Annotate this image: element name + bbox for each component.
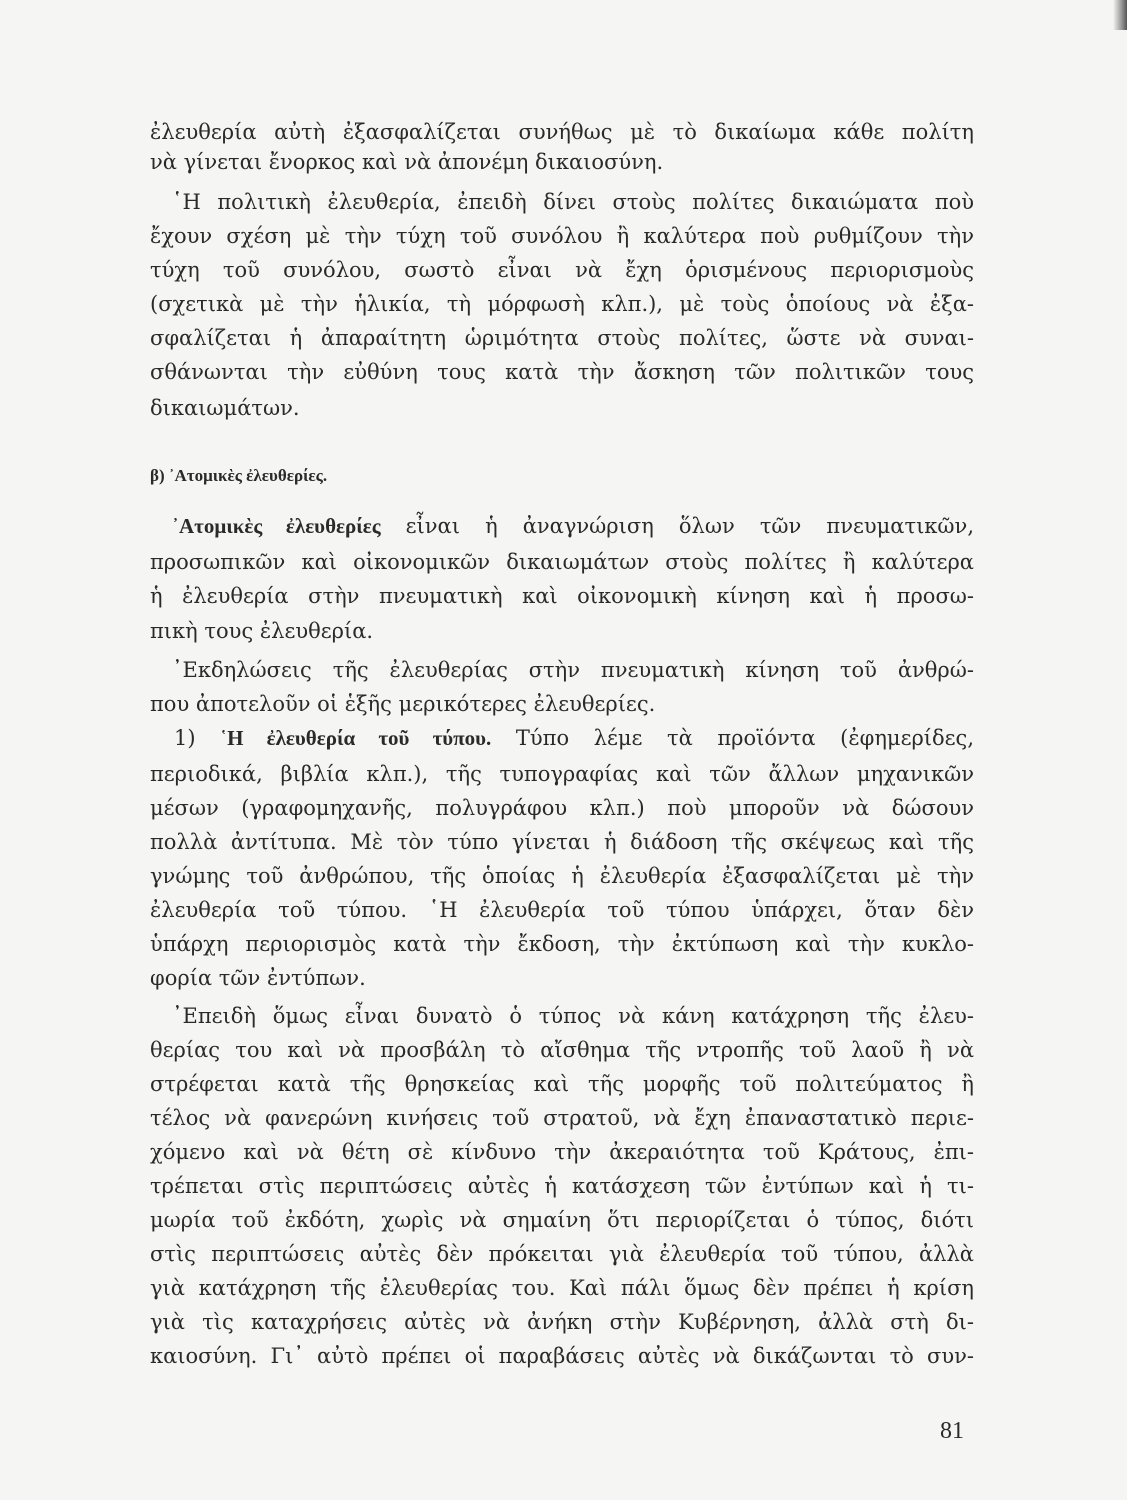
bold-term: ῾Η ἐλευθερία τοῦ τύπου. [220,726,492,750]
text-line: τρέπεται στὶς περιπτώσεις αὐτὲς ἡ κατάσχεση τῶν ἐντύπων καὶ ἡ τι- [150,1174,974,1198]
text-line: γνώμης τοῦ ἀνθρώπου, τῆς ὁποίας ἡ ἐλευθερία ἐξασφαλίζεται μὲ τὴν [150,864,974,888]
text-line: στρέφεται κατὰ τῆς θρησκείας καὶ τῆς μορφῆς τοῦ πολιτεύματος ἢ [150,1072,974,1096]
text-line: σθάνωνται τὴν εὐθύνη τους κατὰ τὴν ἄσκηση τῶν πολιτικῶν τους [150,360,974,384]
text-line: χόμενο καὶ νὰ θέτη σὲ κίνδυνο τὴν ἀκεραιότητα τοῦ Κράτους, ἐπι- [150,1140,974,1164]
text-line: καιοσύνη. Γι᾿ αὐτὸ πρέπει οἱ παραβάσεις αὐτὲς νὰ δικάζωνται τὸ συν- [150,1344,974,1368]
text-run: Τύπο λέμε τὰ προϊόντα (ἐφημερίδες, [491,726,974,750]
text-run: εἶναι ἡ ἀναγνώριση ὅλων τῶν πνευματικῶν, [380,514,974,538]
text-line: που ἀποτελοῦν οἱ ἑξῆς μερικότερες ἐλευθερίες. [150,692,656,716]
text-line: ἔχουν σχέση μὲ τὴν τύχη τοῦ συνόλου ἢ καλύτερα ποὺ ρυθμίζουν τὴν [150,224,974,248]
text-line: μωρία τοῦ ἐκδότη, χωρὶς νὰ σημαίνη ὅτι περιορίζεται ὁ τύπος, διότι [150,1208,974,1232]
text-line: ᾿Εκδηλώσεις τῆς ἐλευθερίας στὴν πνευματικὴ κίνηση τοῦ ἀνθρώ- [172,658,974,682]
bold-term: ᾿Ατομικὲς ἐλευθερίες [172,514,381,538]
text-line: θερίας του καὶ νὰ προσβάλη τὸ αἴσθημα τῆς ντροπῆς τοῦ λαοῦ ἢ νὰ [150,1038,974,1062]
text-line: μέσων (γραφομηχανῆς, πολυγράφου κλπ.) ποὺ μποροῦν νὰ δώσουν [150,796,974,820]
text-line: πολλὰ ἀντίτυπα. Μὲ τὸν τύπο γίνεται ἡ διάδοση τῆς σκέψεως καὶ τῆς [150,830,974,854]
text-line: γιὰ κατάχρηση τῆς ἐλευθερίας του. Καὶ πάλι ὅμως δὲν πρέπει ἡ κρίση [150,1276,974,1300]
text-line: ᾿Επειδὴ ὅμως εἶναι δυνατὸ ὁ τύπος νὰ κάνη κατάχρηση τῆς ἐλευ- [172,1004,974,1028]
text-line: νὰ γίνεται ἔνορκος καὶ νὰ ἀπονέμη δικαιοσύνη. [150,150,664,174]
text-line: ῾Η πολιτικὴ ἐλευθερία, ἐπειδὴ δίνει στοὺς πολίτες δικαιώματα ποὺ [172,190,974,214]
text-line: δικαιωμάτων. [150,396,300,420]
text-line: στὶς περιπτώσεις αὐτὲς δὲν πρόκειται γιὰ ἐλευθερία τοῦ τύπου, ἀλλὰ [150,1242,974,1266]
text-line [172,511,974,541]
text-line: γιὰ τὶς καταχρήσεις αὐτὲς νὰ ἀνήκη στὴν Κυβέρνηση, ἀλλὰ στὴ δι- [150,1310,974,1334]
text-line: τύχη τοῦ συνόλου, σωστὸ εἶναι νὰ ἔχη ὁρισμένους περιορισμοὺς [150,258,974,282]
text-line: ἡ ἐλευθερία στὴν πνευματικὴ καὶ οἰκονομικὴ κίνηση καὶ ἡ προσω- [150,584,974,608]
text-line: περιοδικά, βιβλία κλπ.), τῆς τυπογραφίας καὶ τῶν ἄλλων μηχανικῶν [150,762,974,786]
text-line: ὑπάρχη περιορισμὸς κατὰ τὴν ἔκδοση, τὴν ἐκτύπωση καὶ τὴν κυκλο- [150,932,974,956]
text-line: σφαλίζεται ἡ ἀπαραίτητη ὡριμότητα στοὺς πολίτες, ὥστε νὰ συναι- [150,326,974,350]
list-number: 1) [174,726,221,750]
section-heading: β) ᾿Ατομικὲς ἐλευθερίες. [150,466,328,485]
text-line: ἐλευθερία αὐτὴ ἐξασφαλίζεται συνήθως μὲ τὸ δικαίωμα κάθε πολίτη [150,120,974,144]
text-line: (σχετικὰ μὲ τὴν ἡλικία, τὴ μόρφωσὴ κλπ.), μὲ τοὺς ὁποίους νὰ ἐξα- [150,292,974,316]
text-line: προσωπικῶν καὶ οἰκονομικῶν δικαιωμάτων στοὺς πολίτες ἢ καλύτερα [150,550,974,574]
text-line [174,723,974,753]
text-line: πικὴ τους ἐλευθερία. [150,619,374,643]
text-line: τέλος νὰ φανερώνη κινήσεις τοῦ στρατοῦ, νὰ ἔχη ἐπαναστατικὸ περιε- [150,1106,974,1130]
page-number: 81 [940,1418,964,1444]
text-line: φορία τῶν ἐντύπων. [150,966,366,990]
text-line: ἐλευθερία τοῦ τύπου. ῾Η ἐλευθερία τοῦ τύπου ὑπάρχει, ὅταν δὲν [150,898,974,922]
